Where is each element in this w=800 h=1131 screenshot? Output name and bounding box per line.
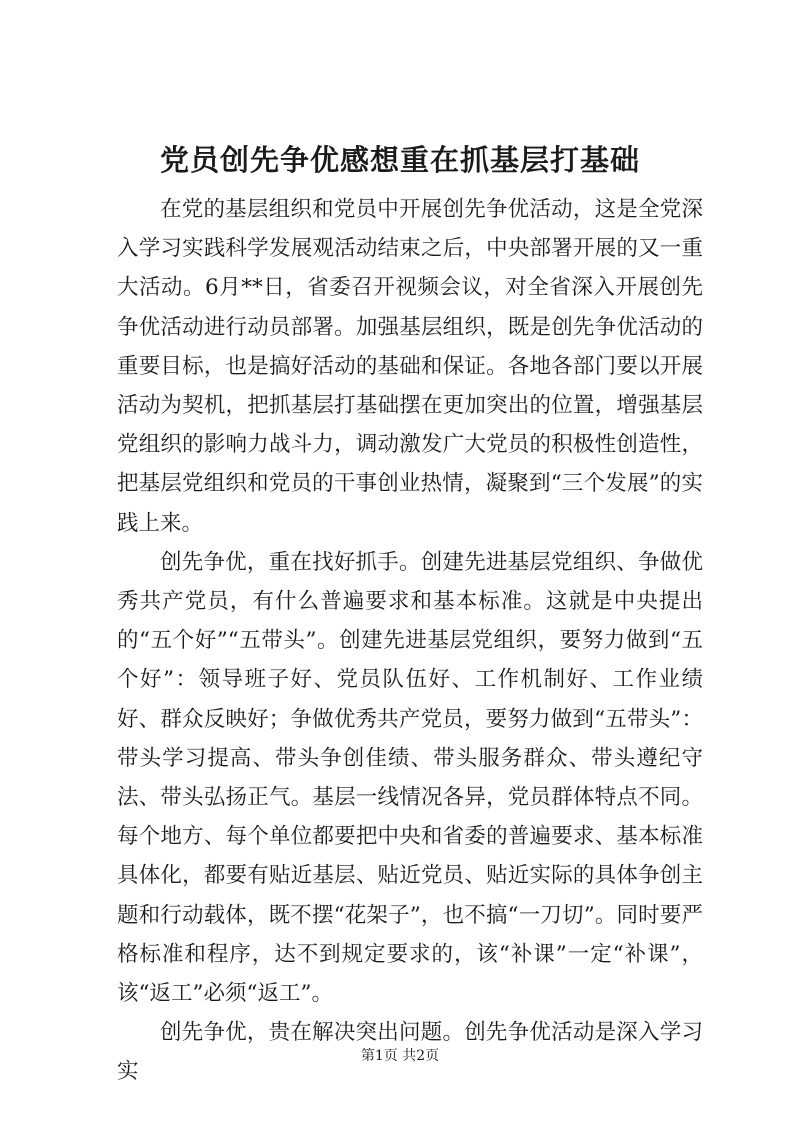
paragraph-3: 创先争优，贵在解决突出问题。创先争优活动是深入学习实 [117,1020,703,1085]
document-title: 党员创先争优感想重在抓基层打基础 [159,143,640,177]
page-number-footer: 第1页 共2页 [360,1048,440,1064]
paragraph-2: 创先争优，重在找好抓手。创建先进基层党组织、争做优秀共产党员，有什么普遍要求和基本标准。这就是中央提出的“五个好”“五带头”。创建先进基层党组织，要努力做到“五个好”：领导班子好、党员队伍好、工作机制好、工作业绩好、群众反映好；争做优秀共产党员，要努力做到“五带头”：带头学习提高、带头争创佳绩、带头服务群众、带头遵纪守法、带头弘扬正气。基层一线情况各异，党员群体特点不同。每个地方、每个单位都要把中央和省委的普遍要求、基本标准具体化，都要有贴近基层、贴近党员、贴近实际的具体争创主题和行动载体，既不摆“花架子”，也不搞“一刀切”。同时要严格标准和程序，达不到规定要求的，该“补课”一定“补课”，该“返工”必须“返工”。 [117,549,703,1007]
paragraph-1: 在党的基层组织和党员中开展创先争优活动，这是全党深入学习实践科学发展观活动结束之后，中央部署开展的又一重大活动。6月**日，省委召开视频会议，对全省深入开展创先争优活动进行动员部署。加强基层组织，既是创先争优活动的重要目标，也是搞好活动的基础和保证。各地各部门要以开展活动为契机，把抓基层打基础摆在更加突出的位置，增强基层党组织的影响力战斗力，调动激发广大党员的积极性创造性，把基层党组织和党员的干事创业热情，凝聚到“三个发展”的实践上来。 [117,197,703,536]
document-body [117,190,703,1092]
